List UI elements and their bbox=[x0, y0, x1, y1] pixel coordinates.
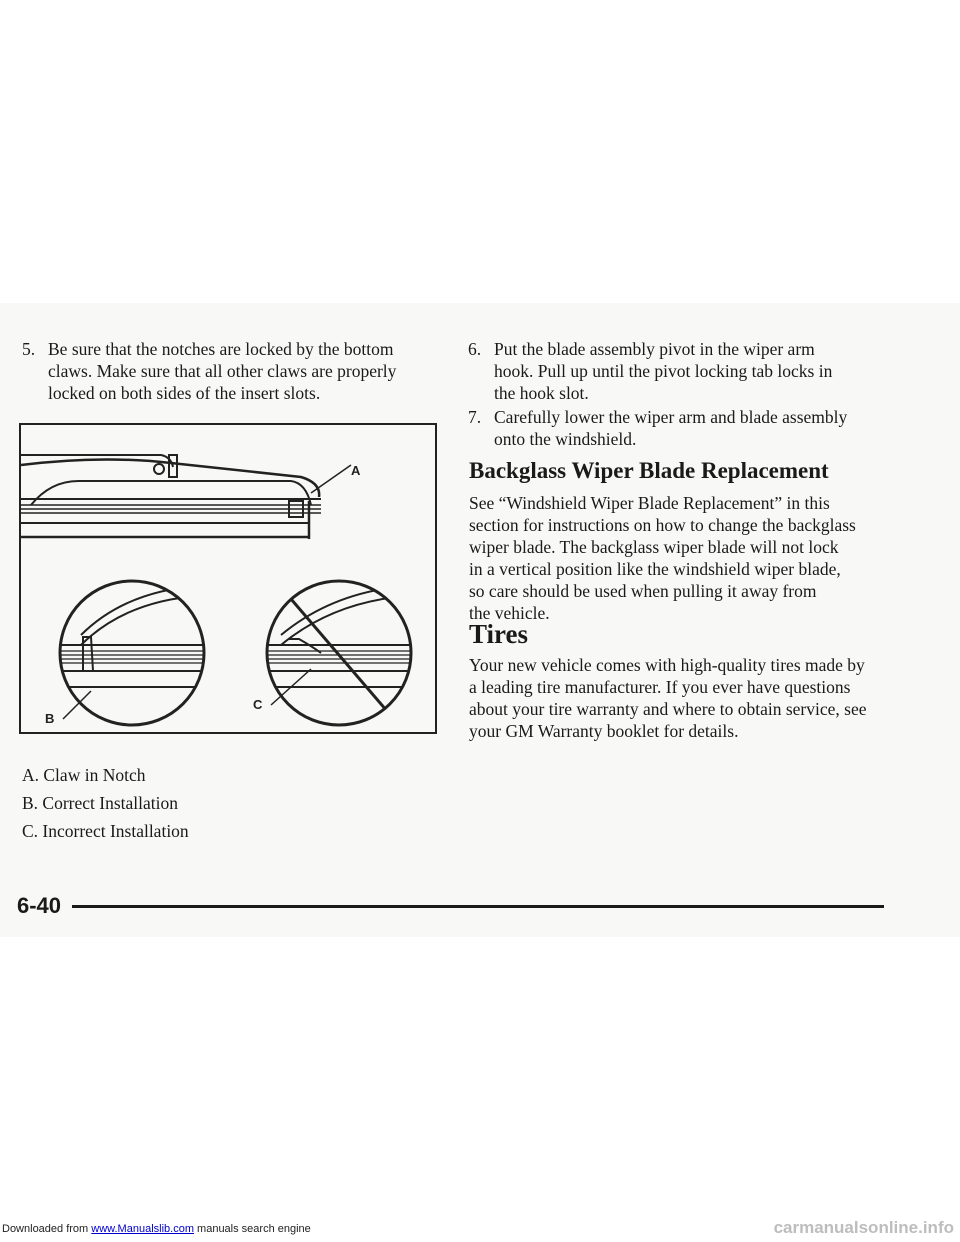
page-number: 6-40 bbox=[17, 893, 62, 918]
step-text: Be sure that the notches are locked by the bottom claws. Make sure that all other claws are properly locked on both sides of the insert slots. bbox=[48, 339, 397, 403]
incorrect-installation-detail bbox=[253, 581, 431, 725]
label-b: B bbox=[45, 711, 55, 726]
step-text: Carefully lower the wiper arm and blade assembly onto the windshield. bbox=[494, 407, 848, 449]
caption-a: A. Claw in Notch bbox=[22, 765, 146, 785]
watermark: carmanualsonline.info bbox=[773, 1218, 954, 1237]
label-c: C bbox=[253, 697, 263, 712]
download-footer: Downloaded from www.Manualslib.com manuals search engine bbox=[2, 1223, 311, 1235]
tires-heading: Tires bbox=[469, 619, 529, 649]
wiper-blade-illustration bbox=[21, 425, 435, 732]
step-number: 6. bbox=[468, 339, 482, 359]
caption-b: B. Correct Installation bbox=[22, 793, 179, 813]
step-text: Put the blade assembly pivot in the wiper arm hook. Pull up until the pivot locking tab locks in the hook slot. bbox=[494, 339, 833, 403]
backglass-paragraph: See “Windshield Wiper Blade Replacement” in this section for instructions on how to change the backglass wiper blade. The backglass wiper blade will not lock in a vertical position like the windshield wiper blade, so care should be used when pulling it away from the vehicle. bbox=[469, 493, 856, 623]
backglass-heading: Backglass Wiper Blade Replacement bbox=[469, 458, 829, 483]
footer-rule bbox=[72, 905, 884, 908]
tires-paragraph: Your new vehicle comes with high-quality tires made by a leading tire manufacturer. If you ever have questions about your tire warranty and where to obtain service, see your GM Warranty booklet for details. bbox=[469, 655, 867, 741]
correct-installation-detail bbox=[45, 581, 221, 726]
wiper-claw-figure bbox=[19, 423, 437, 734]
caption-c: C. Incorrect Installation bbox=[22, 821, 189, 841]
manualslib-link[interactable]: www.Manualslib.com bbox=[91, 1223, 194, 1235]
step-number: 7. bbox=[468, 407, 482, 427]
step-number: 5. bbox=[22, 339, 36, 359]
label-a: A bbox=[351, 463, 361, 478]
